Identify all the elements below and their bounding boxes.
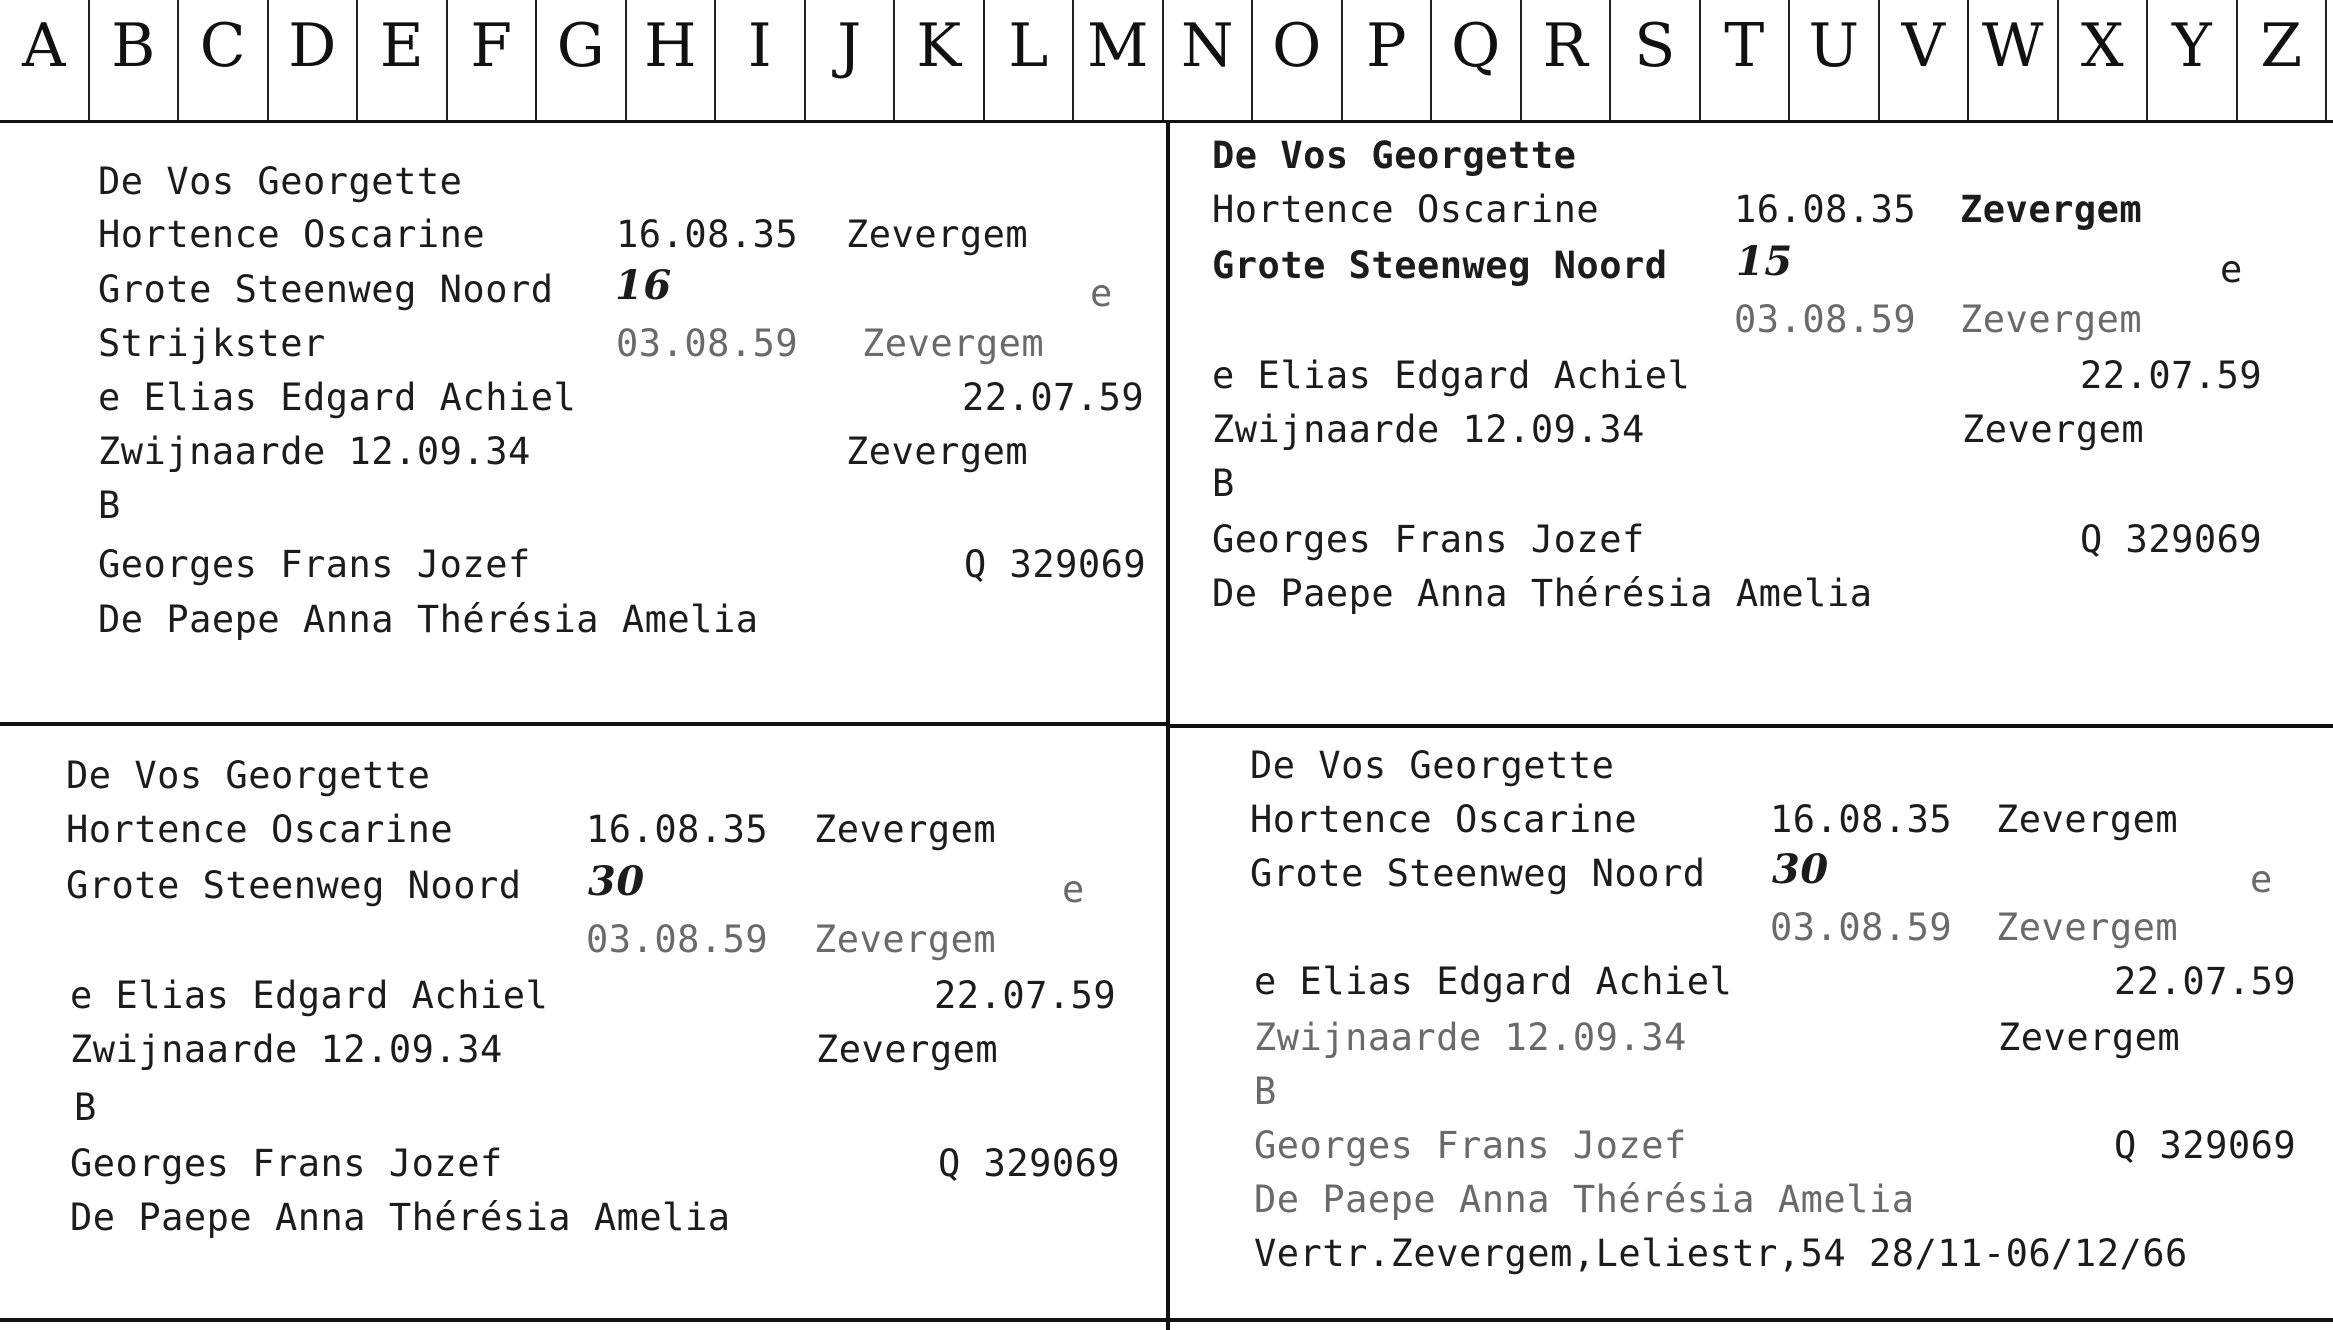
card-mother: De Paepe Anna Thérésia Amelia bbox=[98, 598, 759, 641]
record-card-2 bbox=[1170, 124, 2333, 724]
card-code: B bbox=[1254, 1070, 1277, 1113]
card-birth-date: 16.08.35 bbox=[586, 808, 769, 851]
card-spouse-birth: Zwijnaarde 12.09.34 bbox=[1254, 1016, 1687, 1059]
card-id-number: Q 329069 bbox=[938, 1142, 1121, 1185]
card-father: Georges Frans Jozef bbox=[98, 543, 531, 586]
card-name: De Vos Georgette bbox=[66, 754, 431, 797]
alphabet-letter: Y bbox=[2148, 0, 2238, 120]
card-mark-e: e bbox=[2250, 858, 2273, 901]
card-father: Georges Frans Jozef bbox=[1254, 1124, 1687, 1167]
card-spouse-date: 22.07.59 bbox=[962, 376, 1145, 419]
alphabet-letter: C bbox=[179, 0, 269, 120]
card-marriage-place: Zevergem bbox=[1960, 298, 2143, 341]
alphabet-letter: O bbox=[1253, 0, 1343, 120]
alphabet-letter: V bbox=[1880, 0, 1970, 120]
card-mark-e: e bbox=[2220, 248, 2243, 291]
card-marriage-place: Zevergem bbox=[862, 322, 1045, 365]
card-mother: De Paepe Anna Thérésia Amelia bbox=[1254, 1178, 1915, 1221]
card-spouse: e Elias Edgard Achiel bbox=[98, 376, 577, 419]
card-spouse-birth: Zwijnaarde 12.09.34 bbox=[1212, 408, 1645, 451]
card-birth-place: Zevergem bbox=[814, 808, 997, 851]
card-mother: De Paepe Anna Thérésia Amelia bbox=[70, 1196, 731, 1239]
card-given-names: Hortence Oscarine bbox=[98, 213, 486, 256]
alphabet-letter: W bbox=[1969, 0, 2059, 120]
card-birth-date: 16.08.35 bbox=[616, 213, 799, 256]
card-remark: Vertr.Zevergem,Leliestr,54 28/11-06/12/66 bbox=[1254, 1232, 2188, 1275]
card-birth-place: Zevergem bbox=[1960, 188, 2143, 231]
alphabet-letter: T bbox=[1701, 0, 1791, 120]
alphabet-index-strip bbox=[0, 0, 2333, 123]
card-birth-date: 16.08.35 bbox=[1734, 188, 1917, 231]
card-house-number: 30 bbox=[1772, 846, 1829, 893]
card-marriage-date: 03.08.59 bbox=[616, 322, 799, 365]
alphabet-letter: X bbox=[2059, 0, 2149, 120]
card-spouse-place: Zevergem bbox=[846, 430, 1029, 473]
card-code: B bbox=[98, 484, 121, 527]
card-given-names: Hortence Oscarine bbox=[66, 808, 454, 851]
card-spouse-place: Zevergem bbox=[1962, 408, 2145, 451]
card-marriage-date: 03.08.59 bbox=[1770, 906, 1953, 949]
card-street: Grote Steenweg Noord bbox=[1250, 852, 1706, 895]
card-street: Grote Steenweg Noord bbox=[1212, 244, 1668, 287]
alphabet-letter: G bbox=[537, 0, 627, 120]
card-given-names: Hortence Oscarine bbox=[1250, 798, 1638, 841]
alphabet-letter: L bbox=[985, 0, 1075, 120]
card-birth-date: 16.08.35 bbox=[1770, 798, 1953, 841]
card-father: Georges Frans Jozef bbox=[1212, 518, 1645, 561]
card-border-bottom bbox=[0, 1318, 2333, 1322]
alphabet-letter: R bbox=[1522, 0, 1612, 120]
card-spouse: e Elias Edgard Achiel bbox=[70, 974, 549, 1017]
record-card-1 bbox=[0, 124, 1166, 722]
alphabet-letter: F bbox=[448, 0, 538, 120]
card-id-number: Q 329069 bbox=[2080, 518, 2263, 561]
card-street: Grote Steenweg Noord bbox=[66, 864, 522, 907]
card-mother: De Paepe Anna Thérésia Amelia bbox=[1212, 572, 1873, 615]
card-father: Georges Frans Jozef bbox=[70, 1142, 503, 1185]
card-name: De Vos Georgette bbox=[1212, 134, 1577, 177]
card-spouse-place: Zevergem bbox=[1998, 1016, 2181, 1059]
card-code: B bbox=[1212, 462, 1235, 505]
card-name: De Vos Georgette bbox=[1250, 744, 1615, 787]
alphabet-letter: Q bbox=[1432, 0, 1522, 120]
card-spouse: e Elias Edgard Achiel bbox=[1254, 960, 1733, 1003]
card-spouse-birth: Zwijnaarde 12.09.34 bbox=[70, 1028, 503, 1071]
card-spouse-birth: Zwijnaarde 12.09.34 bbox=[98, 430, 531, 473]
card-birth-place: Zevergem bbox=[846, 213, 1029, 256]
card-marriage-place: Zevergem bbox=[814, 918, 997, 961]
alphabet-letter: Z bbox=[2238, 0, 2328, 120]
card-spouse-date: 22.07.59 bbox=[2114, 960, 2297, 1003]
alphabet-letter: N bbox=[1164, 0, 1254, 120]
card-id-number: Q 329069 bbox=[2114, 1124, 2297, 1167]
card-name: De Vos Georgette bbox=[98, 160, 463, 203]
alphabet-letter: B bbox=[90, 0, 180, 120]
card-street: Grote Steenweg Noord bbox=[98, 268, 554, 311]
alphabet-letter: D bbox=[269, 0, 359, 120]
alphabet-letter: M bbox=[1074, 0, 1164, 120]
card-given-names: Hortence Oscarine bbox=[1212, 188, 1600, 231]
card-spouse-place: Zevergem bbox=[816, 1028, 999, 1071]
alphabet-letter: H bbox=[627, 0, 717, 120]
card-mark-e: e bbox=[1062, 868, 1085, 911]
card-marriage-place: Zevergem bbox=[1996, 906, 2179, 949]
record-card-4 bbox=[1170, 728, 2333, 1318]
card-occupation: Strijkster bbox=[98, 322, 326, 365]
card-house-number: 16 bbox=[615, 262, 672, 309]
card-spouse-date: 22.07.59 bbox=[2080, 354, 2263, 397]
alphabet-letter: E bbox=[358, 0, 448, 120]
alphabet-letter: J bbox=[806, 0, 896, 120]
card-spouse-date: 22.07.59 bbox=[934, 974, 1117, 1017]
alphabet-letter: I bbox=[716, 0, 806, 120]
card-house-number: 30 bbox=[588, 858, 645, 905]
alphabet-letter: U bbox=[1790, 0, 1880, 120]
record-card-3 bbox=[0, 726, 1166, 1318]
card-marriage-date: 03.08.59 bbox=[586, 918, 769, 961]
alphabet-letter: P bbox=[1343, 0, 1433, 120]
card-code: B bbox=[74, 1086, 97, 1129]
card-house-number: 15 bbox=[1736, 238, 1793, 285]
alphabet-letter: K bbox=[895, 0, 985, 120]
card-id-number: Q 329069 bbox=[964, 543, 1147, 586]
alphabet-letter: A bbox=[0, 0, 90, 120]
card-marriage-date: 03.08.59 bbox=[1734, 298, 1917, 341]
alphabet-letter: S bbox=[1611, 0, 1701, 120]
card-spouse: e Elias Edgard Achiel bbox=[1212, 354, 1691, 397]
card-mark-e: e bbox=[1090, 272, 1113, 315]
card-birth-place: Zevergem bbox=[1996, 798, 2179, 841]
